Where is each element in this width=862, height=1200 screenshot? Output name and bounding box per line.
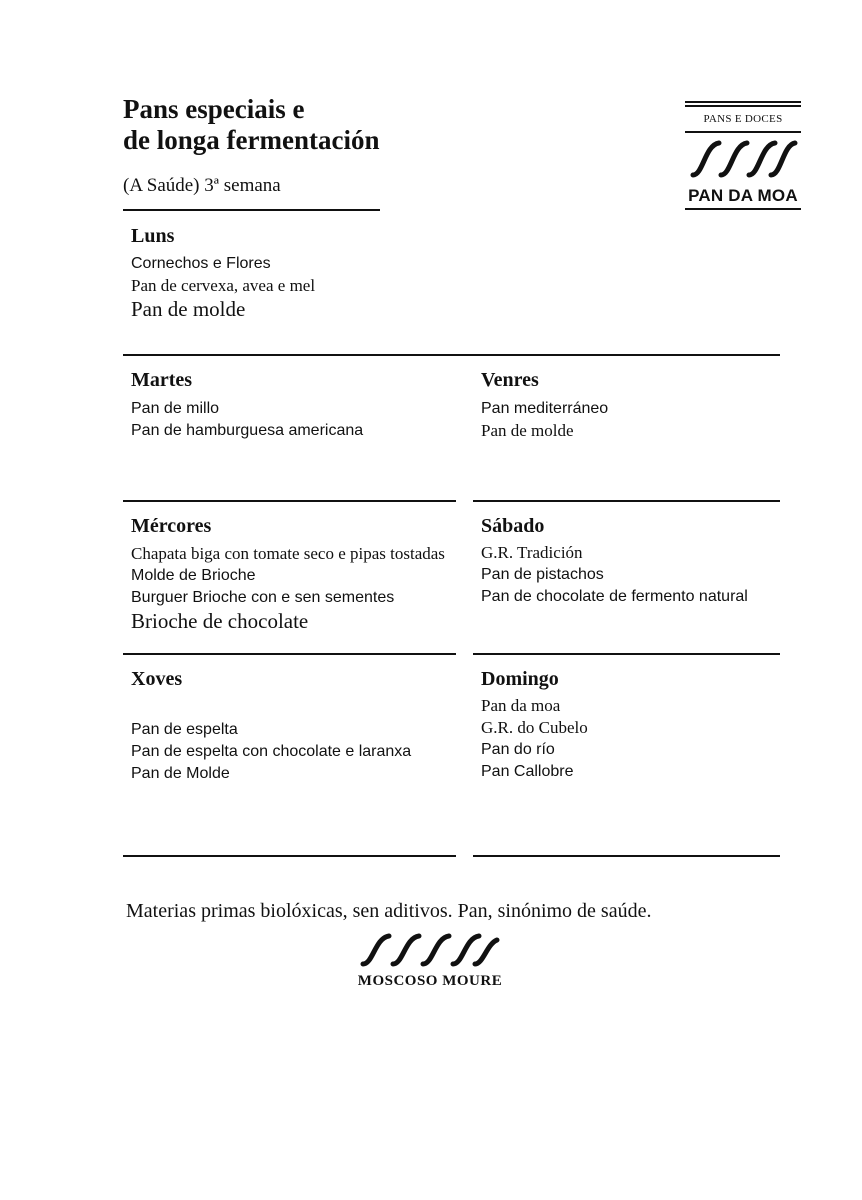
page-subtitle: (A Saúde) 3ª semana <box>123 175 281 196</box>
menu-item: Molde de Brioche <box>131 567 256 584</box>
title-underline <box>123 209 380 211</box>
menu-item: G.R. do Cubelo <box>481 718 588 737</box>
menu-item: Chapata biga con tomate seco e pipas tostadas <box>131 544 445 563</box>
day-xoves: Xoves <box>131 668 183 690</box>
footer-brand: MOSCOSO MOURE <box>357 973 503 989</box>
divider <box>123 855 456 857</box>
logo-top-text: PANS E DOCES <box>703 113 783 125</box>
menu-venres <box>481 398 608 442</box>
menu-item: Pan de molde <box>481 421 574 440</box>
menu-item: Pan de chocolate de fermento natural <box>481 588 748 605</box>
menu-item: Cornechos e Flores <box>131 255 271 272</box>
menu-item: Pan mediterráneo <box>481 400 609 417</box>
menu-item: Pan Callobre <box>481 763 574 780</box>
divider <box>473 855 780 857</box>
menu-item: Pan de Molde <box>131 765 230 782</box>
divider <box>123 653 456 655</box>
title-line-2: de longa fermentación <box>123 125 380 155</box>
menu-item: Pan da moa <box>481 696 561 715</box>
divider <box>123 500 456 502</box>
day-luns: Luns <box>131 225 175 247</box>
logo-bar <box>685 208 801 210</box>
menu-item: Pan de molde <box>131 297 246 321</box>
menu-xoves <box>131 719 421 785</box>
divider <box>473 500 780 502</box>
moscoso-moure-mark-icon <box>355 930 505 970</box>
divider <box>473 653 780 655</box>
day-domingo: Domingo <box>481 668 559 690</box>
menu-item: G.R. Tradición <box>481 543 583 562</box>
logo-brand: PAN DA MOA <box>688 186 798 205</box>
logo-bar <box>685 131 801 133</box>
menu-luns <box>131 253 315 321</box>
pan-da-moa-logo <box>685 101 801 212</box>
menu-item: Pan de cervexa, avea e mel <box>131 276 316 295</box>
menu-item: Brioche de chocolate <box>131 609 309 633</box>
menu-domingo <box>481 695 588 783</box>
divider <box>123 354 780 356</box>
menu-mercores <box>131 543 451 633</box>
day-mercores: Mércores <box>131 515 212 537</box>
day-venres: Venres <box>481 369 539 391</box>
day-martes: Martes <box>131 369 193 391</box>
menu-item: Pan de hamburguesa americana <box>131 422 364 439</box>
menu-sabado <box>481 542 748 608</box>
footer-slogan: Materias primas biolóxicas, sen aditivos. Pan, sinónimo de saúde. <box>126 900 652 922</box>
menu-item: Pan de espelta <box>131 721 238 738</box>
logo-bar <box>685 101 801 103</box>
menu-item: Burguer Brioche con e sen sementes <box>131 589 395 606</box>
menu-item: Pan do río <box>481 741 555 758</box>
logo-bar <box>685 105 801 107</box>
menu-item: Pan de pistachos <box>481 566 604 583</box>
wave-mark-icon <box>685 135 801 181</box>
menu-martes <box>131 398 363 442</box>
day-sabado: Sábado <box>481 515 545 537</box>
page-title <box>123 94 379 156</box>
menu-item: Pan de espelta con chocolate e laranxa <box>131 743 412 760</box>
title-line-1: Pans especiais e <box>123 94 305 124</box>
menu-item: Pan de millo <box>131 400 220 417</box>
